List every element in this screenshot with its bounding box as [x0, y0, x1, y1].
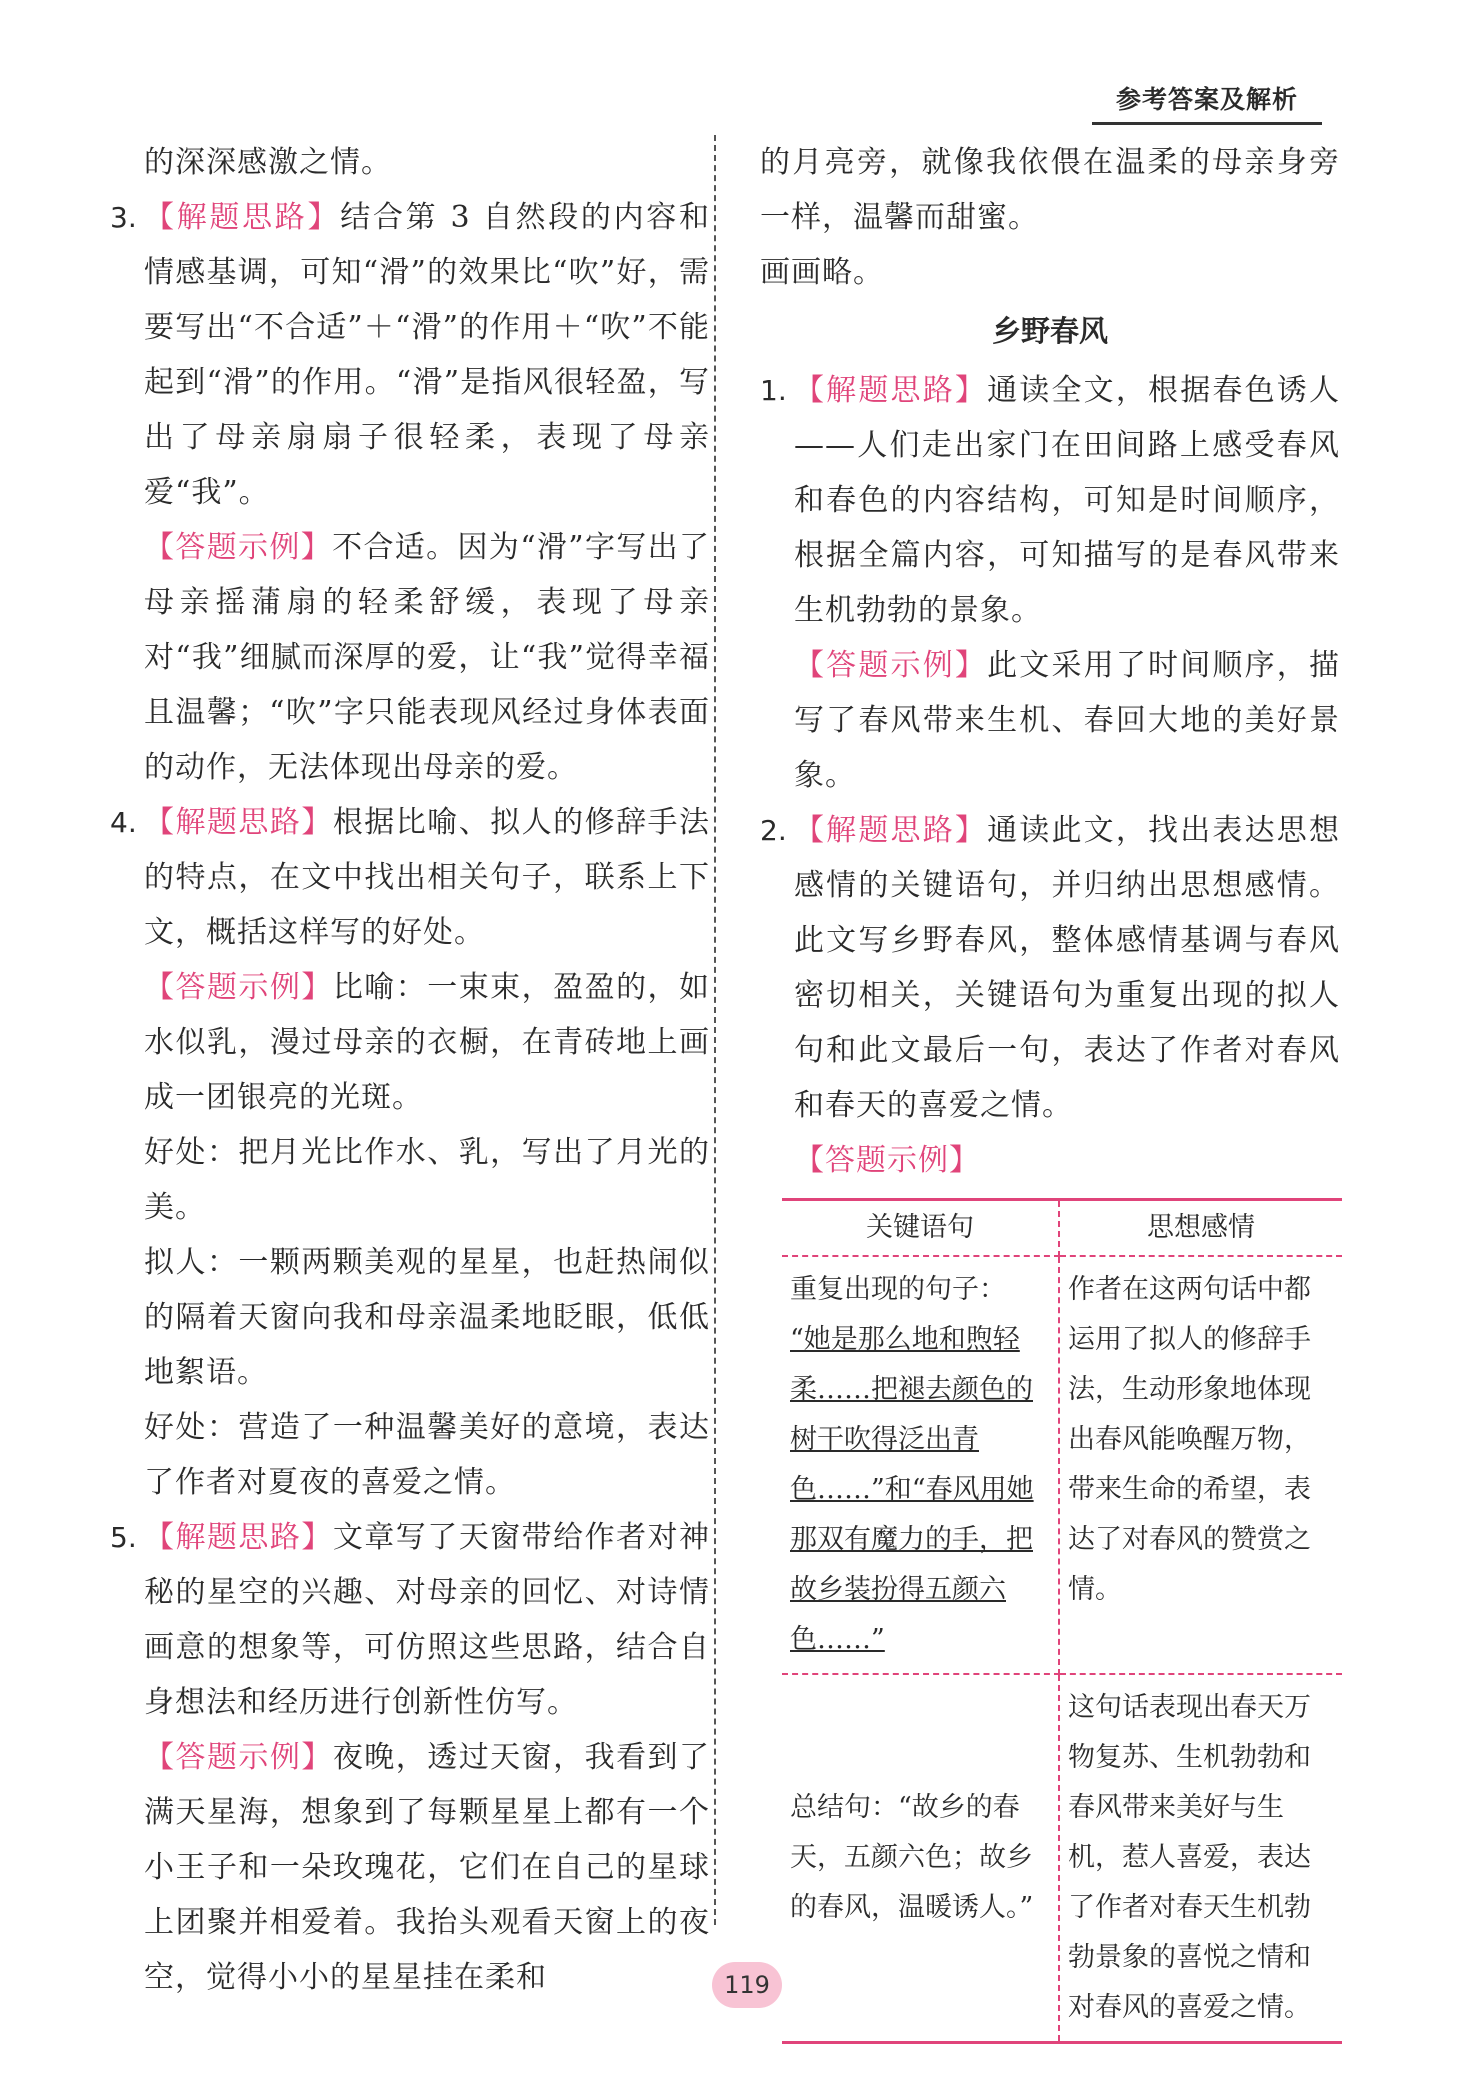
table-cell-feeling-1: 作者在这两句话中都运用了拟人的修辞手法，生动形象地体现出春风能唤醒万物，带来生命的希望，表达了对春风的赞赏之情。	[1059, 1256, 1342, 1674]
answer-4-personification: 拟人：一颗两颗美观的星星，也赶热闹似的隔着天窗向我和母亲温柔地眨眼，低低地絮语。	[144, 1245, 710, 1390]
page-number: 119	[712, 1962, 782, 2008]
section-answer-2-number: 2.	[760, 814, 787, 847]
header-rule	[1092, 122, 1322, 125]
section-answer-2-example-tag: 【答题示例】	[794, 1143, 980, 1178]
table-row	[782, 1674, 1342, 2043]
answer-4-example-tag: 【答题示例】	[144, 970, 333, 1005]
table-header-key-sentence: 关键语句	[782, 1200, 1059, 1257]
answer-3-number: 3.	[110, 201, 137, 234]
section-answer-2-approach: 通读此文，找出表达思想感情的关键语句，并归纳出思想感情。此文写乡野春风，整体感情基调与春风密切相关，关键语句为重复出现的拟人句和此文最后一句，表达了作者对春风和春天的喜爱之情。	[794, 813, 1340, 1123]
section-answer-2	[760, 803, 1340, 1188]
answer-4-approach: 根据比喻、拟人的修辞手法的特点，在文中找出相关句子，联系上下文，概括这样写的好处。	[144, 805, 711, 950]
answer-5-example: 夜晚，透过天窗，我看到了满天星海，想象到了每颗星星上都有一个小王子和一朵玫瑰花，它们在自己的星球上团聚并相爱着。我抬头观看天窗上的夜空，觉得小小的星星挂在柔和	[144, 1740, 711, 1995]
answer-table	[782, 1198, 1342, 2044]
right-column	[760, 135, 1340, 2044]
right-continuation: 的月亮旁，就像我依偎在温柔的母亲身旁一样，温馨而甜蜜。	[760, 145, 1340, 235]
table-cell-feeling-2: 这句话表现出春天万物复苏、生机勃勃和春风带来美好与生机，惹人喜爱，表达了作者对春天生机勃勃景象的喜悦之情和对春风的喜爱之情。	[1059, 1674, 1342, 2043]
section-answer-1-approach: 通读全文，根据春色诱人——人们走出家门在田间路上感受春风和春色的内容结构，可知是时间顺序，根据全篇内容，可知描写的是春风带来生机勃勃的景象。	[794, 373, 1340, 628]
answer-3-approach-tag: 【解题思路】	[144, 200, 341, 235]
section-answer-1	[760, 363, 1340, 803]
table-header-feeling: 思想感情	[1059, 1200, 1342, 1257]
answer-3-example: 不合适。因为“滑”字写出了母亲摇蒲扇的轻柔舒缓，表现了母亲对“我”细腻而深厚的爱，让“我”觉得幸福且温馨；“吹”字只能表现风经过身体表面的动作，无法体现出母亲的爱。	[144, 530, 710, 785]
left-column	[110, 135, 710, 2005]
left-continuation: 的深深感激之情。	[144, 145, 392, 180]
answer-4-number: 4.	[110, 806, 137, 839]
header-title: 参考答案及解析	[1115, 85, 1298, 114]
running-header	[1092, 80, 1322, 125]
answer-4	[110, 795, 710, 1510]
section-title: 乡野春风	[991, 314, 1108, 348]
section-answer-1-number: 1.	[760, 374, 787, 407]
answer-5-approach: 文章写了天窗带给作者对神秘的星空的兴趣、对母亲的回忆、对诗情画意的想象等，可仿照这些思路，结合自身想法和经历进行创新性仿写。	[144, 1520, 711, 1720]
answer-5	[110, 1510, 710, 2005]
answer-4-metaphor: 比喻：一束束，盈盈的，如水似乳，漫过母亲的衣橱，在青砖地上画成一团银亮的光斑。	[144, 970, 711, 1115]
answer-4-metaphor-benefit: 好处：把月光比作水、乳，写出了月光的美。	[144, 1135, 710, 1225]
answer-5-approach-tag: 【解题思路】	[144, 1520, 333, 1555]
table-cell-key-sentence-1: 重复出现的句子： “她是那么地和煦轻柔……把褪去颜色的树干吹得泛出青色……”和“春风用她那双有魔力的手，把故乡装扮得五颜六色……”	[782, 1256, 1059, 1674]
answer-5-example-tag: 【答题示例】	[144, 1740, 333, 1775]
answer-4-approach-tag: 【解题思路】	[144, 805, 333, 840]
table-row	[782, 1256, 1342, 1674]
section-answer-1-example-tag: 【答题示例】	[794, 648, 988, 683]
answer-3-example-tag: 【答题示例】	[144, 530, 333, 565]
section-answer-2-approach-tag: 【解题思路】	[794, 813, 988, 848]
answer-4-personification-benefit: 好处：营造了一种温馨美好的意境，表达了作者对夏夜的喜爱之情。	[144, 1410, 710, 1500]
answer-3	[110, 190, 710, 795]
section-answer-1-approach-tag: 【解题思路】	[794, 373, 988, 408]
table-cell-key-sentence-2: 总结句：“故乡的春天，五颜六色；故乡的春风，温暖诱人。”	[782, 1674, 1059, 2043]
section-answer-1-example: 此文采用了时间顺序，描写了春风带来生机、春回大地的美好景象。	[794, 648, 1340, 793]
column-divider	[714, 135, 716, 1925]
drawing-note: 画画略。	[760, 255, 884, 290]
answer-3-approach: 结合第 3 自然段的内容和情感基调，可知“滑”的效果比“吹”好，需要写出“不合适”＋“滑”的作用＋“吹”不能起到“滑”的作用。“滑”是指风很轻盈，写出了母亲扇扇子很轻柔，表现了母亲爱“我”。	[144, 200, 710, 510]
answer-5-number: 5.	[110, 1521, 137, 1554]
